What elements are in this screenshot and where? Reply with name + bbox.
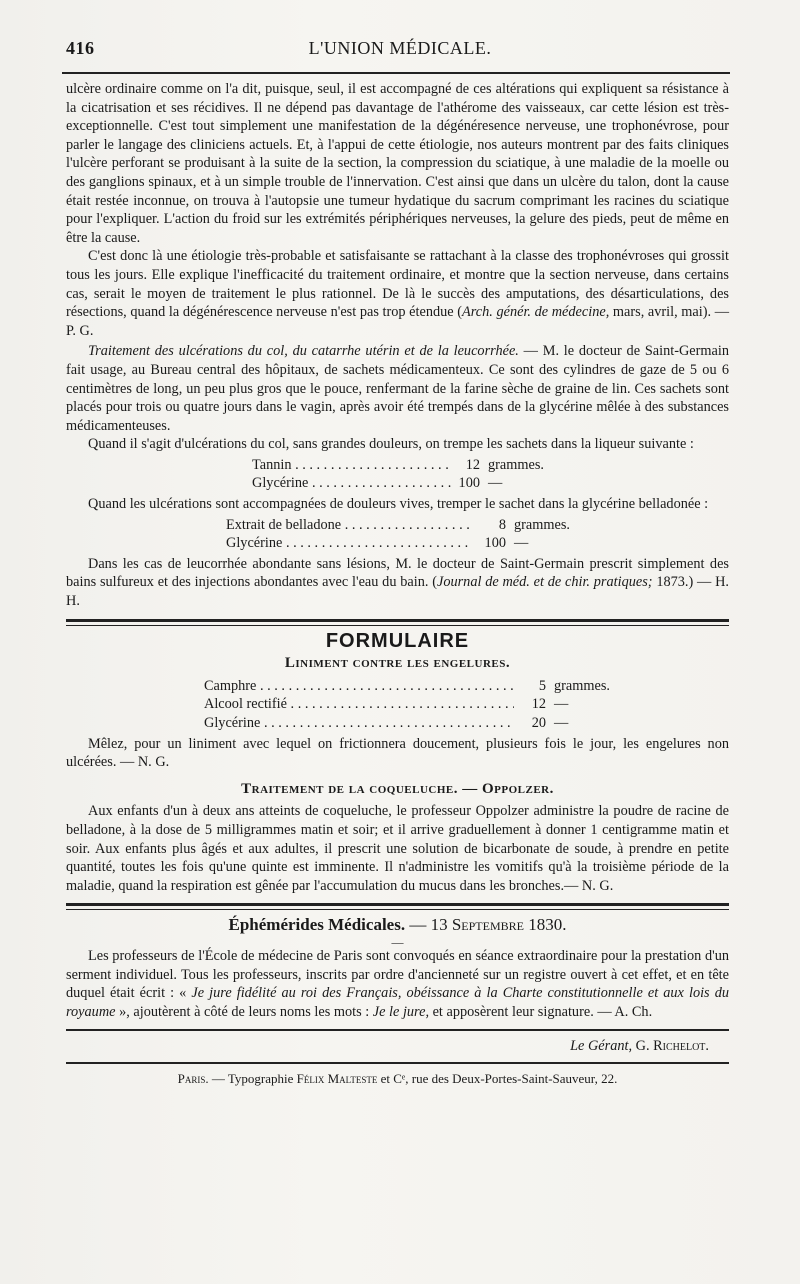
recipe-row: Glycérine . . . 20 — (204, 714, 729, 733)
article2-paragraph-4: Dans les cas de leucorrhée abondante sans lésions, M. le docteur de Saint-Germain prescrit simplement des bains sulfureux et des injections abondantes avec l'eau du bain. (Journal de méd. et de chir. pratiques; 1873.) — H. H. (66, 555, 729, 610)
small-dash: — (391, 934, 404, 949)
page-number: 416 (66, 38, 95, 58)
recipe-row: Alcool rectifié . . . 12 — (204, 695, 729, 714)
recipe-tannin (66, 456, 729, 493)
article2-paragraph-1: Traitement des ulcérations du col, du catarrhe utérin et de la leucorrhée. — M. le docteur de Saint-Germain fait usage, au Bureau central des hôpitaux, de sachets médicamenteux. Ce sont des cylindres de gaze de 5 ou 6 centimètres de long, un peu plus gros que le pouce, renfermant de la farine sèche de graine de lin. Ces sachets sont placés pour trois ou quatre jours dans le vagin, après avoir été trempés dans de la glycérine mêlée à des substances médicamenteuses. (66, 343, 729, 434)
footer-rule (66, 1062, 729, 1064)
article2-source: Journal de méd. et de chir. pratiques; (436, 574, 653, 591)
recipe-liniment (66, 677, 729, 733)
ephemerides-heading: Éphémérides Médicales. — 13 Septembre 1830. (228, 915, 567, 935)
recipe-row: Tannin . . . 12 grammes. (252, 456, 729, 475)
recipe-row: Glycérine . . . 100 — (226, 534, 729, 553)
coqueluche-text: Aux enfants d'un à deux ans atteints de coqueluche, le professeur Oppolzer administre la poudre de racine de belladone, à la dose de 5 milligrammes matin et soir; et il arrive graduellement à donner 1 centigramme matin et soir. Aux enfants plus âgés et aux adultes, il prescrit une solution de bicarbonate de soude, à prendre en petite quantité, toutes les fois qu'une quinte est imminente. Il n'administre les vomitifs qu'à la troisième période de la maladie, quand la respiration est gênée par l'accumulation du mucus dans les bronches.— N. G. (66, 803, 729, 894)
liniment-text: Mêlez, pour un liniment avec lequel on frictionnera doucement, plusieurs fois le jour, les engelures non ulcérées. — N. G. (66, 735, 729, 771)
recipe-belladone (66, 516, 729, 553)
formulaire-heading: FORMULAIRE (325, 629, 470, 652)
gerant-signature: Le Gérant, G. Richelot. (570, 1038, 709, 1055)
footer-rule (66, 1029, 729, 1031)
article1-paragraph-1: ulcère ordinaire comme on l'a dit, puisque, seul, il est accompagné de ces altérations qui expliquent sa résistance à la cicatrisation et ses récidives. Il ne dépend pas davantage de l'athérome des vaisseaux, car cette lésion est très-exceptionnelle. C'est tout simplement une manifestation de la dégénéresence nerveuse, une trophonévrose, pour parler le langage des cliniciens actuels. Et, à l'appui de cette étiologie, nos auteurs montrent par des faits cliniques l'ulcère perforant se produisant à la suite de la section, la compression du sciatique, à une maladie de la moelle ou des ganglions spinaux, et à un simple trouble de l'innervation. C'est ainsi que dans un ulcère du talon, dont la cause était restée inconnue, on trouva à l'autopsie une tumeur hydatique du sacrum comprimant les racines du sciatique pour l'expliquer. L'action du froid sur les extrémités périphériques nerveuses, la gelure des pieds, peut de même en être la cause. (66, 81, 729, 246)
oath-phrase: Je le jure, (372, 1003, 430, 1020)
oath-text: Je jure fidélité au roi des Français, obéissance à la Charte constitutionnelle et aux lois du royaume (66, 985, 729, 1020)
article2-paragraph-2: Quand il s'agit d'ulcérations du col, sans grandes douleurs, on trempe les sachets dans la liqueur suivante : (88, 436, 694, 453)
header-rule (62, 72, 730, 74)
article2-paragraph-3: Quand les ulcérations sont accompagnées de douleurs vives, tremper le sachet dans la glycérine belladonée : (88, 496, 709, 513)
journal-title: L'UNION MÉDICALE. (308, 38, 492, 58)
section-divider (66, 903, 729, 910)
liniment-title: Liniment contre les engelures. (284, 655, 511, 672)
printer-line: Paris. — Typographie Félix Malteste et Cᵉ, rue des Deux-Portes-Saint-Sauveur, 22. (177, 1070, 618, 1086)
recipe-row: Glycérine . . . 100 — (252, 474, 729, 493)
article1-paragraph-2: C'est donc là une étiologie très-probable et satisfaisante se rattachant à la classe des trophonévroses qui grossit tous les jours. Elle explique l'inefficacité du traitement ordinaire, et montre que la section nerveuse, dans certains cas, serait le moyen de traitement le plus rationnel. De là le succès des amputations, des désarticulations, des résections, quand la dégénérescence nerveuse n'est pas trop étendue (Arch. génér. de médecine, mars, avril, mai). — P. G. (66, 248, 729, 339)
coqueluche-title: Traitement de la coqueluche. — Oppolzer. (241, 780, 554, 797)
page-body (66, 80, 729, 1089)
section-divider (66, 619, 729, 626)
ephemerides-text: Les professeurs de l'École de médecine de Paris sont convoqués en séance extraordinaire pour la prestation d'un serment individuel. Tous les professeurs, inscrits par ordre d'ancienneté sur un registre ouvert à cet effet, et en tête duquel était écrit : « Je jure fidélité au roi des Français, obéissance à la Charte constitutionnelle et aux lois du royaume », ajoutèrent à côté de leurs noms les mots : Je le jure, et apposèrent leur signature. — A. Ch. (66, 947, 729, 1020)
recipe-row: Extrait de belladone . . . 8 grammes. (226, 516, 729, 535)
recipe-row: Camphre . . . 5 grammes. (204, 677, 729, 696)
article1-source: Arch. génér. de médecine, (462, 304, 610, 321)
article2-title: Traitement des ulcérations du col, du catarrhe utérin et de la leucorrhée. (88, 343, 519, 360)
